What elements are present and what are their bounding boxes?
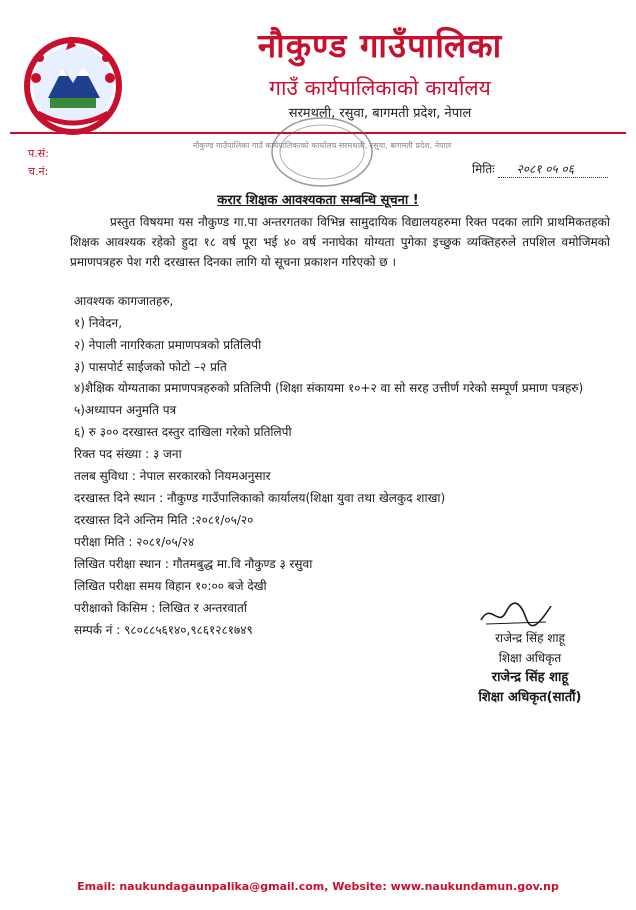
notice-subject: करार शिक्षक आवश्यकता सम्बन्धि सूचना ! [217, 193, 419, 208]
signature-block [440, 628, 620, 708]
notice-body: प्रस्तुत विषयमा यस नौकुण्ड गा.पा अन्तरगतका विभिन्न सामुदायिक विद्यालयहरुमा रिक्त पदका लागि प्राथमिकतहको शिक्षक आवश्यक रहेको हुदा १८ वर्ष पूरा भई ४० वर्ष ननाघेका योग्यता पुगेका इच्छुक व्यक्तिहरुले तपशिल वमोजिमको प्रमाणपत्रहरु पेश गरी दरखास्त दिनका लागि यो सूचना प्रकाशन गरिएको छ । [70, 215, 610, 269]
requirement-item: १) निवेदन, [74, 316, 123, 330]
office-address: सरमथली, रसुवा, बागमती प्रदेश, नेपाल [288, 106, 472, 121]
date-value: २०८१ ०५ ०६ [498, 160, 608, 178]
detail-item: सम्पर्क नं : ९८०८८५६१४०,९८६१२८१७४९ [74, 623, 253, 637]
handwritten-signature [476, 600, 556, 630]
date-label: मितिः [472, 162, 495, 176]
detail-item: परीक्षाको किसिम : लिखित र अन्तरवार्ता [74, 601, 247, 615]
detail-item: परीक्षा मिति : २०८१/०५/२४ [74, 535, 195, 549]
municipality-title: नौकुण्ड गाउँपालिका [257, 26, 503, 65]
signatory-name: राजेन्द्र सिंह शाहू [495, 631, 565, 645]
notice-list [74, 290, 614, 641]
detail-item: दरखास्त दिने स्थान : नौकुण्ड गाउँपालिकाको कार्यालय(शिक्षा युवा तथा खेलकुद शाखा) [74, 491, 446, 505]
detail-item: रिक्त पद संख्या : ३ जना [74, 447, 182, 461]
office-stamp [192, 112, 452, 192]
reference-number-label: प.सं: [28, 147, 49, 160]
requirement-item: ४)शैक्षिक योग्यताका प्रमाणपत्रहरुको प्रतिलिपी (शिक्षा संकायमा १०+२ वा सो सरह उत्तीर्ण गरेको सम्पूर्ण प्रमाण पत्रहरु) [74, 381, 584, 395]
nepal-emblem-logo [18, 28, 128, 138]
date-field [472, 160, 608, 178]
signatory-title: शिक्षा अधिकृत [498, 651, 562, 665]
detail-item: दरखास्त दिने अन्तिम मिति :२०८१/०५/२० [74, 513, 254, 527]
signatory-stamp-name: राजेन्द्र सिंह शाहू [491, 670, 569, 685]
requirement-item: ६) रु ३०० दरखास्त दस्तुर दाखिला गरेको प्रतिलिपी [74, 425, 292, 439]
dispatch-number-label: च.नं: [28, 165, 49, 178]
detail-item: लिखित परीक्षा समय विहान १०:०० बजे देखी [74, 579, 267, 593]
signatory-stamp-title: शिक्षा अधिकृत(सातौं) [478, 690, 582, 705]
requirement-item: ३) पासपोर्ट साईजको फोटो –२ प्रति [74, 360, 227, 374]
footer-contact: Email: naukundagaunpalika@gmail.com, Website: www.naukundamun.gov.np [77, 880, 559, 893]
detail-item: लिखित परीक्षा स्थान : गौतमबुद्ध मा.वि नौकुण्ड ३ रसुवा [74, 557, 313, 571]
office-subtitle: गाउँ कार्यपालिकाको कार्यालय [269, 76, 491, 100]
requirement-item: ५)अध्यापन अनुमति पत्र [74, 403, 177, 417]
requirements-heading: आवश्यक कागजातहरु, [74, 294, 174, 308]
detail-item: तलब सुविधा : नेपाल सरकारको नियमअनुसार [74, 469, 271, 483]
requirement-item: २) नेपाली नागरिकता प्रमाणपत्रको प्रतिलिपी [74, 338, 262, 352]
stamp-text: नौकुण्ड गाउँपालिका गाउँ कार्यपालिकाको कार्यालय सरमथली, रसुवा, बागमती प्रदेश, नेपाल [192, 141, 452, 150]
